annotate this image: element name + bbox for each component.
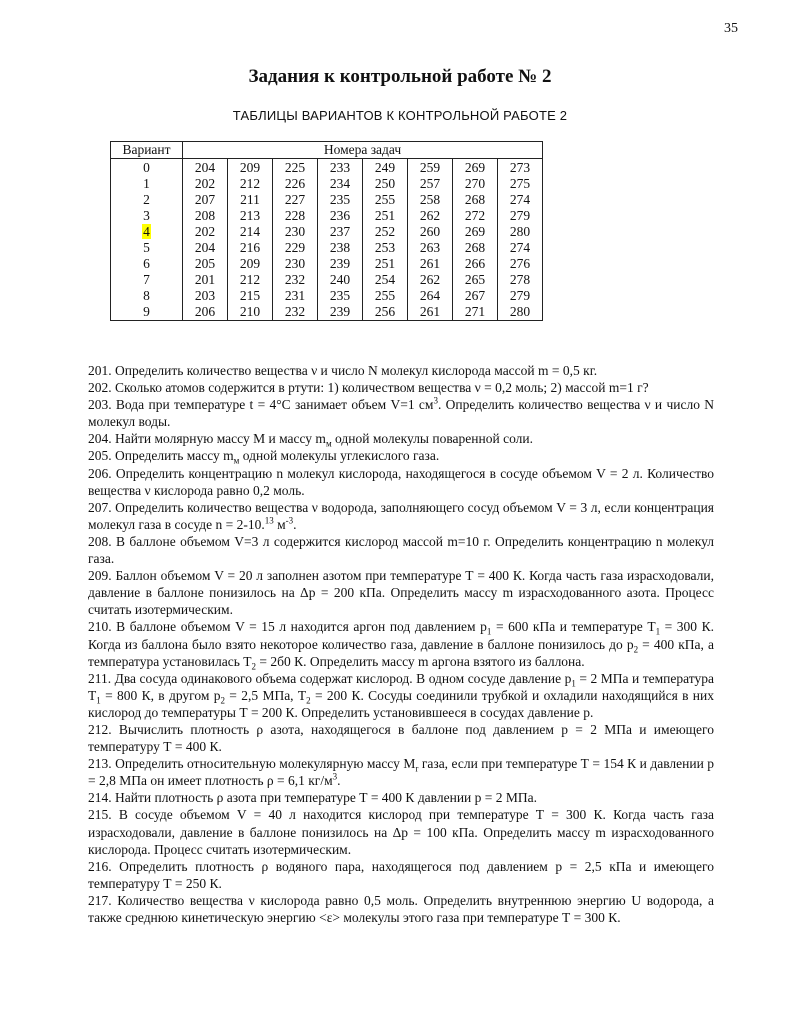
subscript: 2 <box>220 695 225 706</box>
table-row <box>111 288 543 304</box>
task-number-cell: 275 <box>498 176 543 192</box>
task-number-cell: 204 <box>183 159 228 177</box>
task-number-cell: 268 <box>453 192 498 208</box>
task-number-cell: 261 <box>408 256 453 272</box>
subscript: м <box>325 439 332 450</box>
variant-number: 2 <box>143 192 150 207</box>
task-number-cell: 258 <box>408 192 453 208</box>
variant-cell <box>111 288 183 304</box>
problem-203: 203. Вода при температуре t = 4°С занимает объем V=1 $см^3$. Определить количество вещества ν и число N молекул воды. <box>88 395 714 430</box>
task-number-cell: 256 <box>363 304 408 321</box>
subscript: 1 <box>486 627 492 638</box>
task-number-cell: 214 <box>228 224 273 240</box>
task-number-cell: 227 <box>273 192 318 208</box>
task-number-cell: 269 <box>453 159 498 177</box>
task-number-cell: 237 <box>318 224 363 240</box>
superscript: 3 <box>332 771 338 782</box>
task-number-cell: 255 <box>363 288 408 304</box>
task-number-cell: 232 <box>273 272 318 288</box>
task-number-cell: 211 <box>228 192 273 208</box>
problem-205: 205. Определить массу $m_м$ одной молекулы углекислого газа. <box>88 448 440 467</box>
problem-213: 213. Определить относительную молекулярную массу $M_r$ газа, если при температуре Т = 154 К и давлении р = 2,8 МПа он имеет плотность ρ = 6,1 $кг/м^3$. <box>88 756 715 789</box>
task-number-cell: 270 <box>453 176 498 192</box>
table-row <box>111 208 543 224</box>
subscript: 1 <box>655 627 661 638</box>
superscript: 13 <box>264 515 274 526</box>
variant-number: 8 <box>143 288 150 303</box>
task-number-cell: 262 <box>408 272 453 288</box>
task-number-cell: 280 <box>498 304 543 321</box>
task-number-cell: 212 <box>228 176 273 192</box>
task-number-cell: 209 <box>228 256 273 272</box>
header-variant: Вариант <box>111 142 183 159</box>
variant-number: 5 <box>143 240 150 255</box>
task-number-cell: 201 <box>183 272 228 288</box>
task-number-cell: 210 <box>228 304 273 321</box>
task-number-cell: 205 <box>183 256 228 272</box>
table-row <box>111 192 543 208</box>
problem-215: 215. В сосуде объемом V = 40 л находится кислород при температуре Т = 300 К. Когда часть газа израсходовали, давление в баллоне понизилось на Δр = 100 кПа. Определить массу m израсходованного кислорода. Процесс считать изотермическим. <box>88 807 714 857</box>
variant-cell <box>111 176 183 192</box>
task-number-cell: 269 <box>453 224 498 240</box>
task-number-cell: 249 <box>363 159 408 177</box>
variant-cell <box>111 208 183 224</box>
variant-cell <box>111 192 183 208</box>
page-title: Задания к контрольной работе № 2 <box>248 66 552 87</box>
variant-number: 1 <box>143 176 150 191</box>
task-number-cell: 226 <box>273 176 318 192</box>
task-number-cell: 257 <box>408 176 453 192</box>
task-number-cell: 203 <box>183 288 228 304</box>
variants-table <box>110 141 543 321</box>
problem-207: 207. Определить количество вещества ν водорода, заполняющего сосуд объемом V = 3 л, если концентрация молекул газа в сосуде n = 2-10.13 $м^{-3}$. <box>88 499 714 532</box>
problem-216: 216. Определить плотность ρ водяного пара, находящегося под давлением р = 2,5 кПа и имеющего температуру Т = 250 К. <box>88 858 714 891</box>
task-number-cell: 273 <box>498 159 543 177</box>
task-number-cell: 204 <box>183 240 228 256</box>
subscript: 1 <box>96 695 101 706</box>
task-number-cell: 239 <box>318 256 363 272</box>
task-number-cell: 231 <box>273 288 318 304</box>
task-number-cell: 230 <box>273 256 318 272</box>
task-number-cell: 239 <box>318 304 363 321</box>
task-number-cell: 276 <box>498 256 543 272</box>
table-header-row <box>111 142 543 159</box>
variant-number: 4 <box>143 224 150 239</box>
task-number-cell: 230 <box>273 224 318 240</box>
variant-cell <box>111 272 183 288</box>
task-number-cell: 215 <box>228 288 273 304</box>
variant-number: 3 <box>143 208 150 223</box>
problem-202: 202. Сколько атомов содержится в ртути: 1) количеством вещества ν = 0,2 моль; 2) массой m=1 г? <box>88 380 649 396</box>
problem-210: 210. В баллоне объемом V = 15 л находится аргон под давлением $р_1 = 600$ кПа и температуре $T_1 = 300$ К. Когда из баллона было взято некоторое количество газа, давление в баллоне понизилось до $р_2 = 400$ кПа, а температура установилась $T_2 = 2б0$ К. Определить массу m аргона взятого из баллона. <box>88 619 714 672</box>
problem-211: 211. Два сосуда одинакового объема содержат кислород. В одном сосуде давление $р_1 = 2$ МПа и температура $T_1 = 800$ К, в другом $р_2 = 2,5$ МПа, $Т_2 = 200$ К. Сосуды соединили трубкой и охладили находящийся в них кислород до температуры Т = 200 К. Определить установившееся в сосудах давление р. <box>88 670 715 720</box>
task-number-cell: 251 <box>363 256 408 272</box>
task-number-cell: 278 <box>498 272 543 288</box>
table-row <box>111 272 543 288</box>
task-number-cell: 253 <box>363 240 408 256</box>
subscript: 2 <box>306 695 311 706</box>
problem-209: 209. Баллон объемом V = 20 л заполнен азотом при температуре Т = 400 К. Когда часть газа израсходовали, давление в баллоне понизилось на Δр = 200 кПа. Определить массу m израсходованного азота. Процесс считать изотермическим. <box>88 568 714 618</box>
superscript: 3 <box>433 395 438 406</box>
task-number-cell: 254 <box>363 272 408 288</box>
task-number-cell: 251 <box>363 208 408 224</box>
subscript: 1 <box>571 678 576 689</box>
variant-number: 7 <box>143 272 150 287</box>
variant-number: 6 <box>143 256 150 271</box>
task-number-cell: 252 <box>363 224 408 240</box>
task-number-cell: 209 <box>228 159 273 177</box>
problem-206: 206. Определить концентрацию n молекул кислорода, находящегося в сосуде объемом V = 2 л. Количество вещества ν кислорода равно 0,2 моль. <box>88 465 714 498</box>
task-number-cell: 264 <box>408 288 453 304</box>
task-number-cell: 260 <box>408 224 453 240</box>
table-row <box>111 224 543 240</box>
problem-217: 217. Количество вещества ν кислорода равно 0,5 моль. Определить внутреннюю энергию U водорода, а также среднюю кинетическую энергию <ε> молекулы этого газа при температуре Т = 300 К. <box>88 892 714 925</box>
subscript: 2 <box>633 644 639 655</box>
task-number-cell: 213 <box>228 208 273 224</box>
task-number-cell: 279 <box>498 208 543 224</box>
task-number-cell: 207 <box>183 192 228 208</box>
table-body <box>111 159 543 321</box>
table-row <box>111 159 543 177</box>
task-number-cell: 235 <box>318 288 363 304</box>
task-number-cell: 206 <box>183 304 228 321</box>
task-number-cell: 263 <box>408 240 453 256</box>
task-number-cell: 280 <box>498 224 543 240</box>
task-number-cell: 208 <box>183 208 228 224</box>
task-number-cell: 272 <box>453 208 498 224</box>
task-number-cell: 274 <box>498 192 543 208</box>
table-row <box>111 240 543 256</box>
task-number-cell: 262 <box>408 208 453 224</box>
task-number-cell: 232 <box>273 304 318 321</box>
task-number-cell: 225 <box>273 159 318 177</box>
problem-214: 214. Найти плотность ρ азота при температуре Т = 400 К давлении р = 2 МПа. <box>88 790 538 806</box>
superscript: -3 <box>285 515 294 526</box>
problem-list <box>88 362 714 926</box>
task-number-cell: 271 <box>453 304 498 321</box>
task-number-cell: 235 <box>318 192 363 208</box>
variant-cell <box>111 256 183 272</box>
table-caption: ТАБЛИЦЫ ВАРИАНТОВ К КОНТРОЛЬНОЙ РАБОТЕ 2 <box>232 108 568 123</box>
header-task-numbers: Номера задач <box>183 142 543 159</box>
task-number-cell: 238 <box>318 240 363 256</box>
variant-number: 0 <box>143 160 150 175</box>
problem-208: 208. В баллоне объемом V=3 л содержится кислород массой m=10 г. Определить концентрацию n молекул газа. <box>88 533 714 567</box>
task-number-cell: 265 <box>453 272 498 288</box>
table-row <box>111 256 543 272</box>
variant-number: 9 <box>143 304 150 319</box>
subscript: м <box>233 456 240 467</box>
task-number-cell: 259 <box>408 159 453 177</box>
task-number-cell: 228 <box>273 208 318 224</box>
task-number-cell: 216 <box>228 240 273 256</box>
problem-212: 212. Вычислить плотность ρ азота, находящегося в баллоне под давлением р = 2 МПа и имеющего температуру Т = 400 К. <box>88 721 714 755</box>
problem-204: 204. Найти молярную массу М и массу $m_м$ одной молекулы поваренной соли. <box>88 431 533 450</box>
subscript: 2 <box>251 661 257 672</box>
task-number-cell: 261 <box>408 304 453 321</box>
variant-cell <box>111 224 183 240</box>
task-number-cell: 268 <box>453 240 498 256</box>
task-number-cell: 255 <box>363 192 408 208</box>
variant-cell <box>111 159 183 177</box>
task-number-cell: 250 <box>363 176 408 192</box>
task-number-cell: 229 <box>273 240 318 256</box>
table-row <box>111 304 543 321</box>
table-row <box>111 176 543 192</box>
task-number-cell: 274 <box>498 240 543 256</box>
task-number-cell: 236 <box>318 208 363 224</box>
task-number-cell: 234 <box>318 176 363 192</box>
problem-201: 201. Определить количество вещества ν и число N молекул кислорода массой m = 0,5 кг. <box>88 363 598 378</box>
task-number-cell: 202 <box>183 224 228 240</box>
task-number-cell: 267 <box>453 288 498 304</box>
task-number-cell: 266 <box>453 256 498 272</box>
task-number-cell: 233 <box>318 159 363 177</box>
page-number: 35 <box>724 21 738 36</box>
task-number-cell: 212 <box>228 272 273 288</box>
subscript: r <box>415 763 419 774</box>
variant-cell <box>111 240 183 256</box>
task-number-cell: 240 <box>318 272 363 288</box>
task-number-cell: 202 <box>183 176 228 192</box>
task-number-cell: 279 <box>498 288 543 304</box>
variant-cell <box>111 304 183 321</box>
